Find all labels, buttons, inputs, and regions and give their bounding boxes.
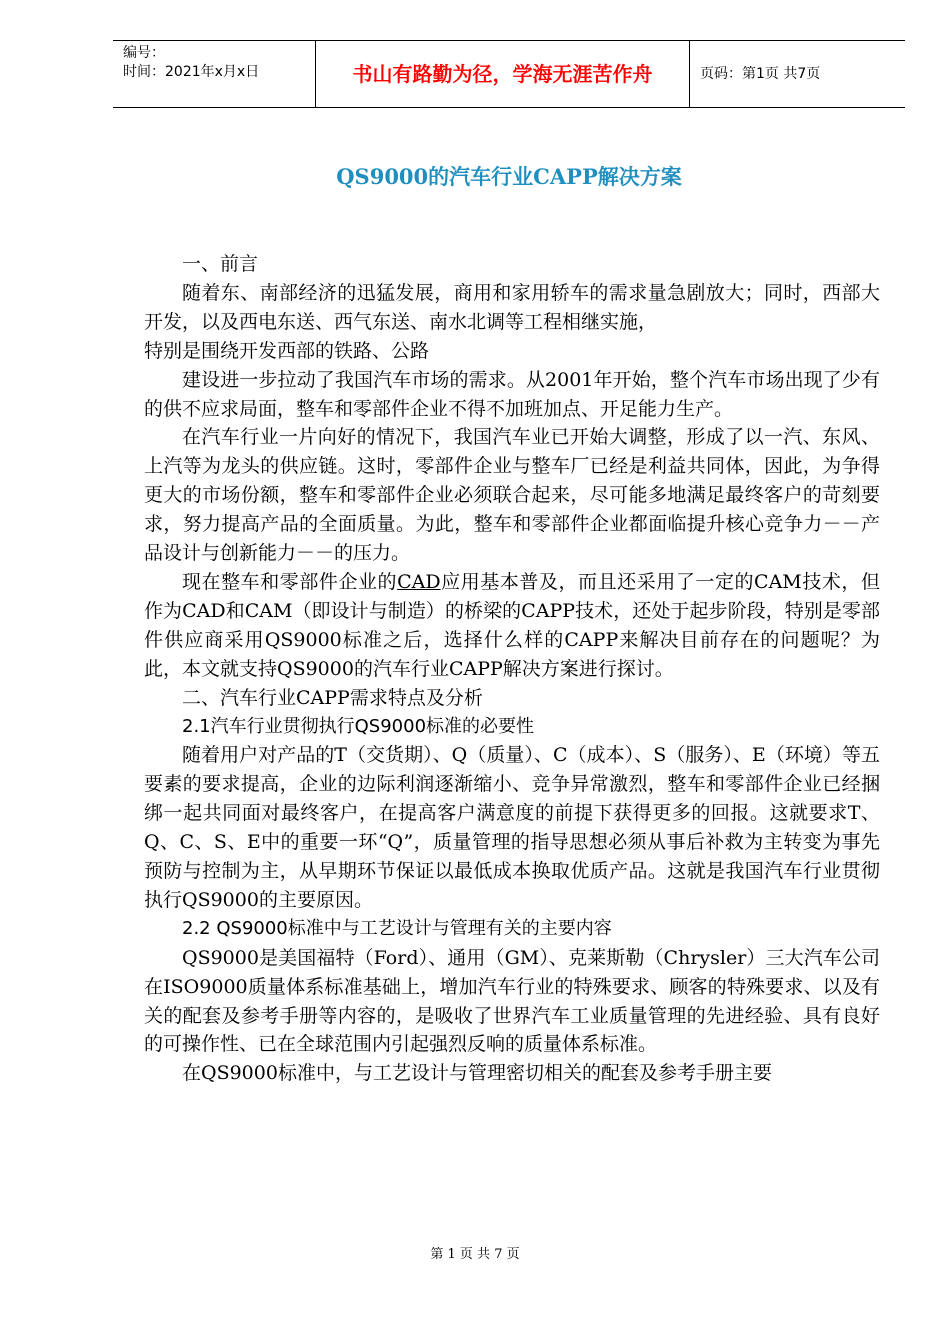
paragraph: 在汽车行业一片向好的情况下，我国汽车业已开始大调整，形成了以一汽、东风、上汽等为龙头的供应链。这时，零部件企业与整车厂已经是利益共同体，因此，为争得更大的市场份额，整车和零部件企业必须联合起来，尽可能多地满足最终客户的苛刻要求，努力提高产品的全面质量。为此，整车和零部件企业都面临提升核心竞争力－－产品设计与创新能力－－的压力。	[144, 426, 880, 565]
document-title: QS9000的汽车行业CAPP解决方案	[336, 164, 682, 189]
paragraph: 随着东、南部经济的迅猛发展，商用和家用轿车的需求量急剧放大；同时，西部大开发，以及西电东送、西气东送、南水北调等工程相继实施，	[144, 281, 880, 333]
subsection-heading: 2.2 QS9000标准中与工艺设计与管理有关的主要内容	[182, 917, 612, 939]
section-heading-preface: 一、前言	[182, 253, 259, 275]
section-heading-requirements: 二、汽车行业CAPP需求特点及分析	[182, 686, 483, 709]
paragraph: 特别是围绕开发西部的铁路、公路	[144, 339, 430, 362]
document-body	[144, 250, 880, 1088]
paragraph: 建设进一步拉动了我国汽车市场的需求。从2001年开始，整个汽车市场出现了少有的供不应求局面，整车和零部件企业不得不加班加点、开足能力生产。	[144, 368, 880, 420]
cad-link[interactable]: CAD	[397, 570, 441, 593]
paragraph: QS9000是美国福特（Ford）、通用（GM）、克莱斯勒（Chrysler）三大汽车公司在ISO9000质量体系标准基础上，增加汽车行业的特殊要求、顾客的特殊要求、以及有关的配套及参考手册等内容的，是吸收了世界汽车工业质量管理的先进经验、具有良好的可操作性、已在全球范围内引起强烈反响的质量体系标准。	[144, 946, 880, 1056]
paragraph	[144, 568, 880, 684]
paragraph-text: 现在整车和零部件企业的	[182, 570, 398, 593]
header-motto: 书山有路勤为径，学海无涯苦作舟	[316, 41, 690, 107]
paragraph-text: 应用基本普及，而且还采用了一定的CAM技术，但作为CAD和CAM（即设计与制造）的桥梁的CAPP技术，还处于起步阶段，特别是零部件供应商采用QS9000标准之后，选择什么样的CAPP来解决目前存在的问题呢？为此，本文就支持QS9000的汽车行业CAPP解决方案进行探讨。	[144, 570, 880, 680]
page-footer: 第 1 页 共 7 页	[430, 1247, 520, 1262]
header-page-info: 页码：第1页 共7页	[700, 66, 821, 82]
paragraph: 在QS9000标准中，与工艺设计与管理密切相关的配套及参考手册主要	[182, 1062, 772, 1085]
subsection-heading: 2.1汽车行业贯彻执行QS9000标准的必要性	[182, 715, 535, 737]
code-label: 编号：	[123, 45, 165, 61]
header-meta	[113, 41, 316, 107]
paragraph: 随着用户对产品的T（交货期）、Q（质量）、C（成本）、S（服务）、E（环境）等五要素的要求提高，企业的边际利润逐渐缩小、竞争异常激烈，整车和零部件企业已经捆绑一起共同面对最终客户，在提高客户满意度的前提下获得更多的回报。这就要求T、Q、C、S、E中的重要一环“Q”，质量管理的指导思想必须从事后补救为主转变为事先预防与控制为主，从早期环节保证以最低成本换取优质产品。这就是我国汽车行业贯彻执行QS9000的主要原因。	[144, 744, 880, 911]
page-header	[113, 40, 905, 108]
time-label: 时间：2021年x月x日	[123, 64, 260, 80]
